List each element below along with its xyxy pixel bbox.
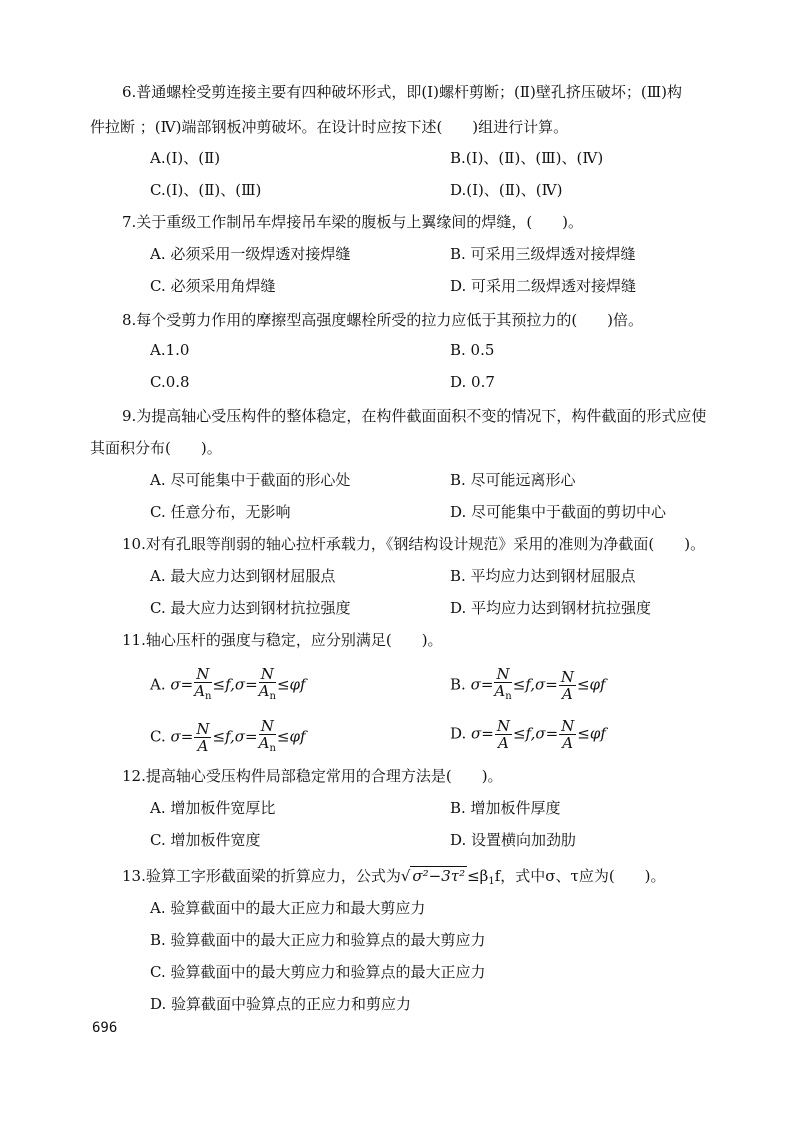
q13-option-d: D. 验算截面中验算点的正应力和剪应力 — [150, 995, 412, 1013]
q12-stem: 12.提高轴心受压构件局部稳定常用的合理方法是( )。 — [122, 767, 503, 785]
q12-option-b: B. 增加板件厚度 — [450, 799, 561, 817]
q9-option-c: C. 任意分布，无影响 — [150, 503, 291, 521]
q8-option-a: A.1.0 — [150, 341, 190, 359]
q7-stem: 7.关于重级工作制吊车焊接吊车梁的腹板与上翼缘间的焊缝，( )。 — [122, 213, 584, 231]
q6-stem-line2: 件拉断 ；(Ⅳ)端部钢板冲剪破坏。在设计时应按下述( )组进行计算。 — [90, 118, 569, 136]
q11-option-c: C. σ= $\frac{N}{A}$ ≤f,σ= $\frac{N}{A_n}$ ≤φf — [150, 717, 306, 755]
q9-stem-line1: 9.为提高轴心受压构件的整体稳定，在构件截面面积不变的情况下，构件截面的形式应使 — [122, 407, 707, 425]
q11-stem: 11.轴心压杆的强度与稳定，应分别满足( )。 — [122, 631, 443, 649]
q8-option-c: C.0.8 — [150, 373, 190, 391]
q10-stem: 10.对有孔眼等削弱的轴心拉杆承载力，《钢结构设计规范》采用的准则为净截面( )。 — [122, 535, 706, 553]
q10-option-d: D. 平均应力达到钢材抗拉强度 — [450, 599, 652, 617]
q11-option-b: B. σ= $\frac{N}{A_n}$ ≤f,σ= $\frac{N}{A}$ ≤φf — [450, 665, 606, 703]
q13-option-c: C. 验算截面中的最大剪应力和验算点的最大正应力 — [150, 963, 486, 981]
q10-option-b: B. 平均应力达到钢材屈服点 — [450, 567, 636, 585]
q10-option-a: A. 最大应力达到钢材屈服点 — [150, 567, 336, 585]
q6-option-c: C.(Ⅰ)、(Ⅱ)、(Ⅲ) — [150, 181, 262, 199]
q9-option-d: D. 尽可能集中于截面的剪切中心 — [450, 503, 667, 521]
q7-option-d: D. 可采用二级焊透对接焊缝 — [450, 277, 637, 295]
q13-stem: 13.验算工字形截面梁的折算应力，公式为√ $\sigma^2-3\tau^2 \le\beta_1f$，式中σ、τ应为( )。 — [122, 867, 666, 887]
q10-option-c: C. 最大应力达到钢材抗拉强度 — [150, 599, 351, 617]
q6-stem-line1: 6.普通螺栓受剪连接主要有四种破坏形式，即(Ⅰ)螺杆剪断；(Ⅱ)壁孔挤压破坏；(Ⅲ)构 — [122, 83, 683, 101]
page-number: 696 — [92, 1020, 118, 1036]
q8-option-b: B. 0.5 — [450, 341, 495, 359]
q9-stem-line2: 其面积分布( )。 — [90, 439, 222, 457]
q9-option-a: A. 尽可能集中于截面的形心处 — [150, 471, 351, 489]
q7-option-c: C. 必须采用角焊缝 — [150, 277, 276, 295]
q13-sqrt-expression: σ²−3τ² — [412, 867, 466, 885]
q6-option-a: A.(Ⅰ)、(Ⅱ) — [150, 149, 221, 167]
q12-option-c: C. 增加板件宽度 — [150, 831, 261, 849]
q13-option-a: A. 验算截面中的最大正应力和最大剪应力 — [150, 899, 426, 917]
q13-option-b: B. 验算截面中的最大正应力和验算点的最大剪应力 — [150, 931, 486, 949]
q7-option-a: A. 必须采用一级焊透对接焊缝 — [150, 245, 351, 263]
q8-stem: 8.每个受剪力作用的摩擦型高强度螺栓所受的拉力应低于其预拉力的( )倍。 — [122, 311, 644, 329]
q8-option-d: D. 0.7 — [450, 373, 495, 391]
q11-option-d: D. σ= $\frac{N}{A}$ ≤f,σ= $\frac{N}{A}$ ≤φf — [450, 717, 606, 752]
q6-option-b: B.(Ⅰ)、(Ⅱ)、(Ⅲ)、(Ⅳ) — [450, 149, 604, 167]
q6-option-d: D.(Ⅰ)、(Ⅱ)、(Ⅳ) — [450, 181, 563, 199]
q12-option-d: D. 设置横向加劲肋 — [450, 831, 577, 849]
q7-option-b: B. 可采用三级焊透对接焊缝 — [450, 245, 636, 263]
q9-option-b: B. 尽可能远离形心 — [450, 471, 576, 489]
q11-option-a: A. σ= $\frac{N}{A_n}$ ≤f,σ= $\frac{N}{A_n}$ ≤φf — [150, 665, 306, 702]
q12-option-a: A. 增加板件宽厚比 — [150, 799, 276, 817]
